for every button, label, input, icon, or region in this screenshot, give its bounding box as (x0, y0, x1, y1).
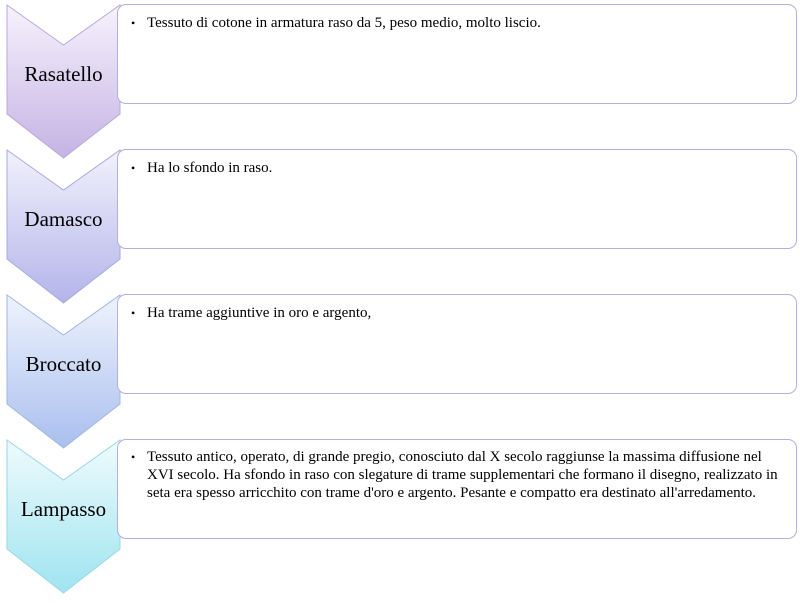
chevron-shape (6, 0, 121, 160)
bullet-icon: • (131, 161, 136, 175)
step-description-card (117, 294, 797, 394)
step-label: Lampasso (20, 497, 107, 521)
step-description-card (117, 149, 797, 249)
bullet-icon: • (131, 450, 136, 464)
step-description: Tessuto di cotone in armatura raso da 5, peso medio, molto liscio. (147, 15, 541, 31)
step-description: Ha trame aggiuntive in oro e argento, (147, 305, 372, 321)
list-item (131, 448, 784, 502)
chevron-shape (6, 290, 121, 450)
step-description: Ha lo sfondo in raso. (147, 160, 273, 176)
process-step-broccato (0, 290, 800, 450)
list-item (131, 159, 784, 177)
step-label: Damasco (24, 207, 103, 231)
step-label: Rasatello (24, 62, 103, 86)
step-description-card (117, 4, 797, 104)
step-description: Tessuto antico, operato, di grande pregio, conosciuto dal X secolo raggiunse la massima diffusione nel XVI secolo. Ha sfondo in raso con slegature di trame supplementari che formano il disegno, realizzato in seta era spesso arricchito con trame d'oro e argento. Pesante e compatto era destinato all'arredamento. (147, 449, 778, 501)
chevron-shape (6, 145, 121, 305)
step-label: Broccato (25, 352, 102, 376)
list-item (131, 304, 784, 322)
process-step-lampasso (0, 435, 800, 595)
step-description-card (117, 439, 797, 539)
bullet-icon: • (131, 306, 136, 320)
chevron-shape (6, 435, 121, 595)
process-step-damasco (0, 145, 800, 305)
process-step-rasatello (0, 0, 800, 160)
bullet-icon: • (131, 16, 136, 30)
list-item (131, 14, 784, 32)
